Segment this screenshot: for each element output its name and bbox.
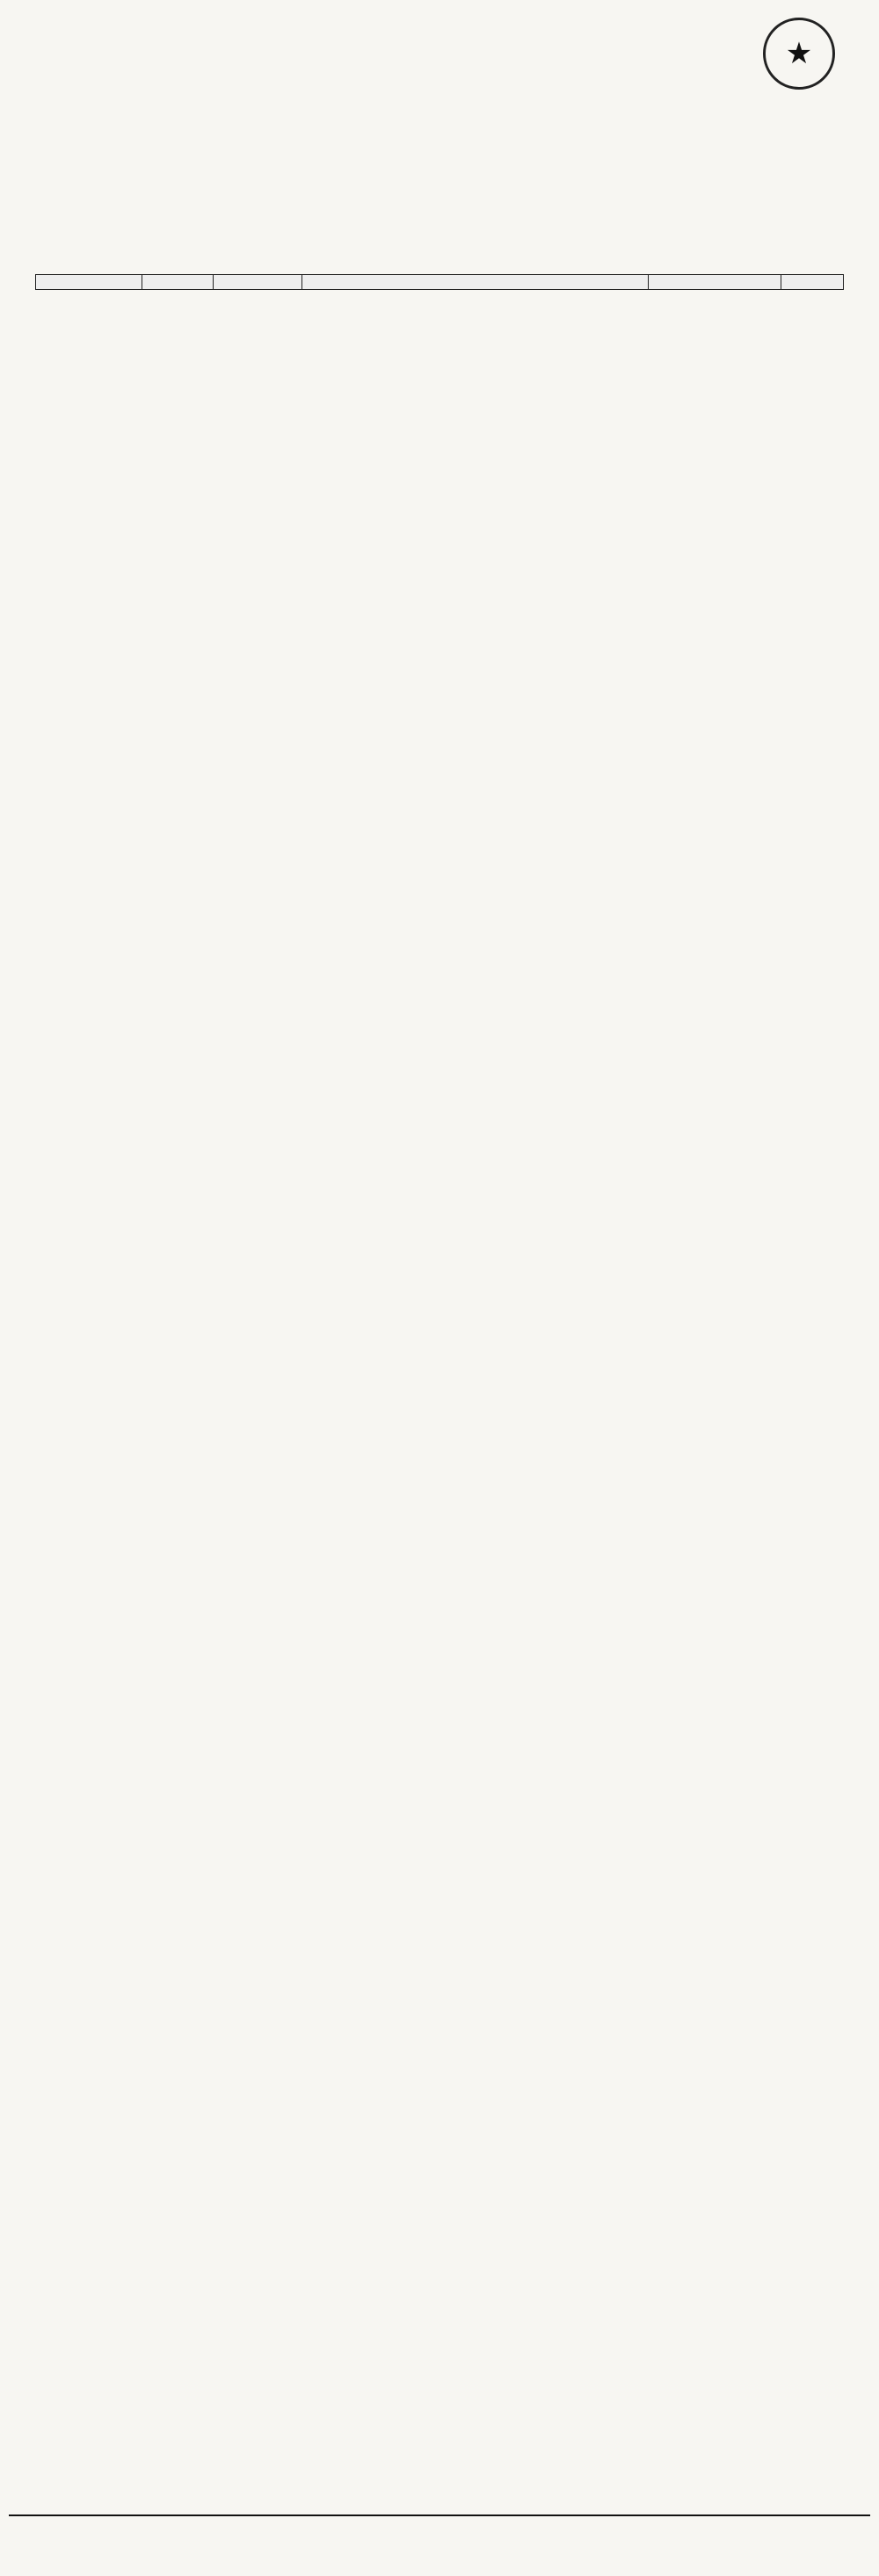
col-commune: [649, 275, 781, 290]
col-volume: [142, 275, 214, 290]
letterhead: [35, 12, 844, 197]
col-unit: [214, 275, 302, 290]
col-zone: [302, 275, 649, 290]
col-lot: [781, 275, 844, 290]
col-volume-per-lot: [36, 275, 142, 290]
table-header-row: [36, 275, 844, 290]
notice-body: [44, 1322, 835, 1331]
lots-table: [35, 274, 844, 290]
newspaper-footer: [9, 2514, 870, 2567]
state-emblem-icon: ★: [763, 18, 835, 90]
